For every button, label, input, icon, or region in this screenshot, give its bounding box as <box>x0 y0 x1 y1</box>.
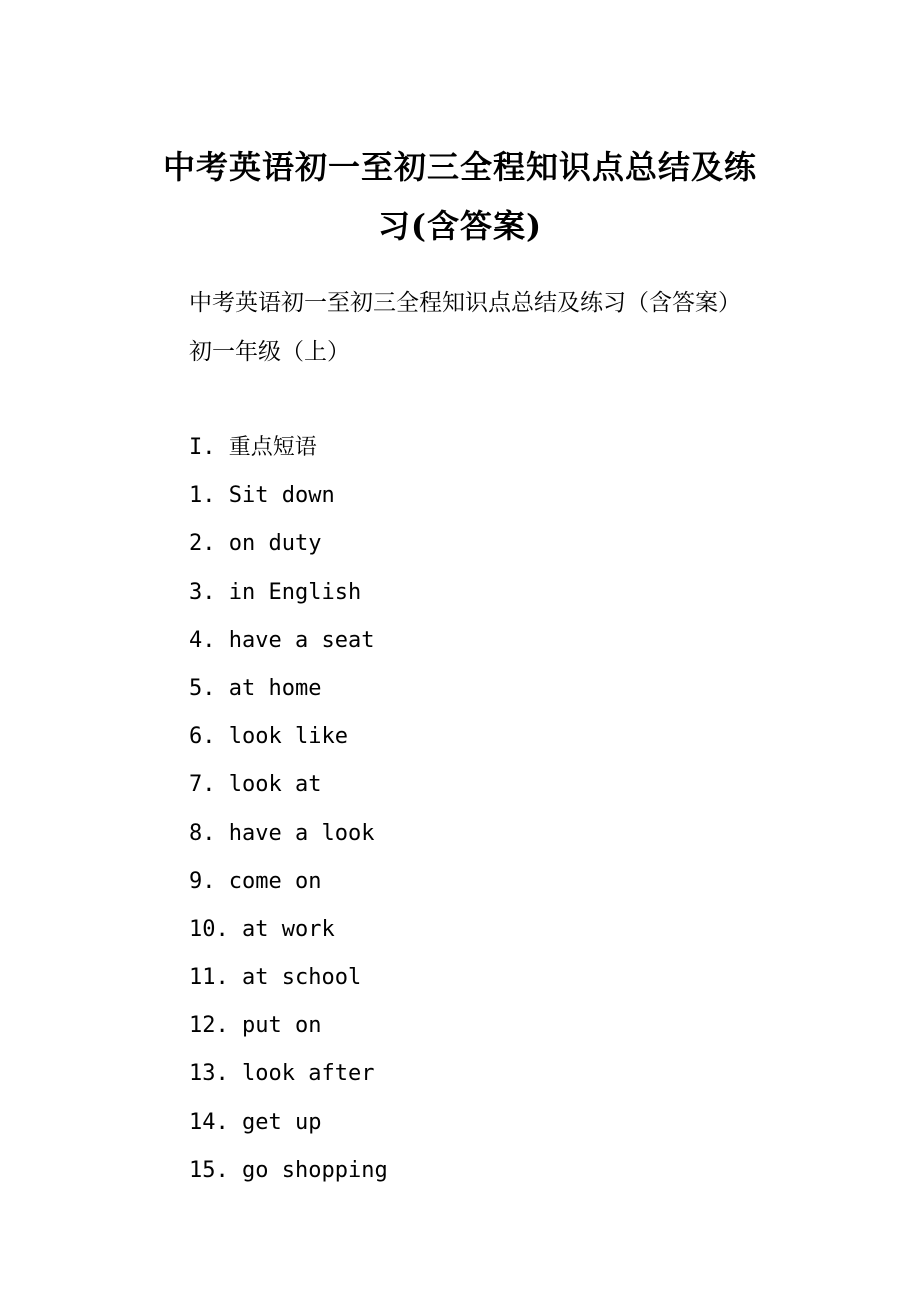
phrase-text: come on <box>228 868 322 894</box>
phrase-number: 4. <box>189 627 216 653</box>
phrase-item <box>189 1108 388 1156</box>
section-heading <box>189 433 388 481</box>
phrase-text: look like <box>228 724 348 750</box>
phrase-text: at work <box>242 916 335 942</box>
phrase-number: 6. <box>189 724 216 750</box>
phrase-text: at home <box>228 675 322 701</box>
phrase-number: 5. <box>189 675 216 701</box>
section-number: I. <box>189 435 216 460</box>
document-title-line-2: 习(含答案) <box>377 207 543 245</box>
phrase-text: go shopping <box>242 1157 388 1183</box>
phrase-number: 8. <box>189 820 216 846</box>
phrase-item <box>189 819 388 867</box>
phrase-text: look at <box>228 772 322 798</box>
phrase-number: 15. <box>189 1157 229 1183</box>
phrase-item <box>189 674 388 722</box>
phrase-number: 2. <box>189 531 216 557</box>
phrase-text: in English <box>228 579 362 605</box>
phrase-item <box>189 963 388 1011</box>
phrase-text: look after <box>242 1061 375 1087</box>
document-title-line-1: 中考英语初一至初三全程知识点总结及练 <box>162 148 757 186</box>
document-subtitle: 中考英语初一至初三全程知识点总结及练习（含答案） <box>189 290 741 316</box>
grade-heading: 初一年级（上） <box>189 339 350 365</box>
phrase-item <box>189 1059 388 1107</box>
phrase-number: 10. <box>189 916 229 942</box>
phrase-text: on duty <box>228 531 322 557</box>
phrase-item <box>189 1011 388 1059</box>
phrase-number: 13. <box>189 1061 229 1087</box>
phrase-item <box>189 867 388 915</box>
phrase-text: get up <box>242 1109 322 1135</box>
phrase-item <box>189 529 388 577</box>
phrase-item <box>189 915 388 963</box>
phrase-text: have a seat <box>228 627 375 653</box>
phrase-text: put on <box>242 1013 322 1039</box>
phrase-item <box>189 1156 388 1204</box>
section-title: 重点短语 <box>228 435 317 460</box>
phrase-number: 12. <box>189 1013 229 1039</box>
phrase-number: 3. <box>189 579 216 605</box>
phrase-number: 11. <box>189 965 229 991</box>
phrase-number: 1. <box>189 483 216 509</box>
phrase-item <box>189 722 388 770</box>
phrase-text: at school <box>242 965 362 991</box>
phrase-number: 9. <box>189 868 216 894</box>
phrase-number: 7. <box>189 772 216 798</box>
phrase-number: 14. <box>189 1109 229 1135</box>
phrase-text: Sit down <box>228 483 335 509</box>
phrase-item <box>189 770 388 818</box>
phrase-item <box>189 481 388 529</box>
phrase-list <box>189 433 388 1204</box>
phrase-item <box>189 578 388 626</box>
phrase-item <box>189 626 388 674</box>
phrase-text: have a look <box>228 820 375 846</box>
